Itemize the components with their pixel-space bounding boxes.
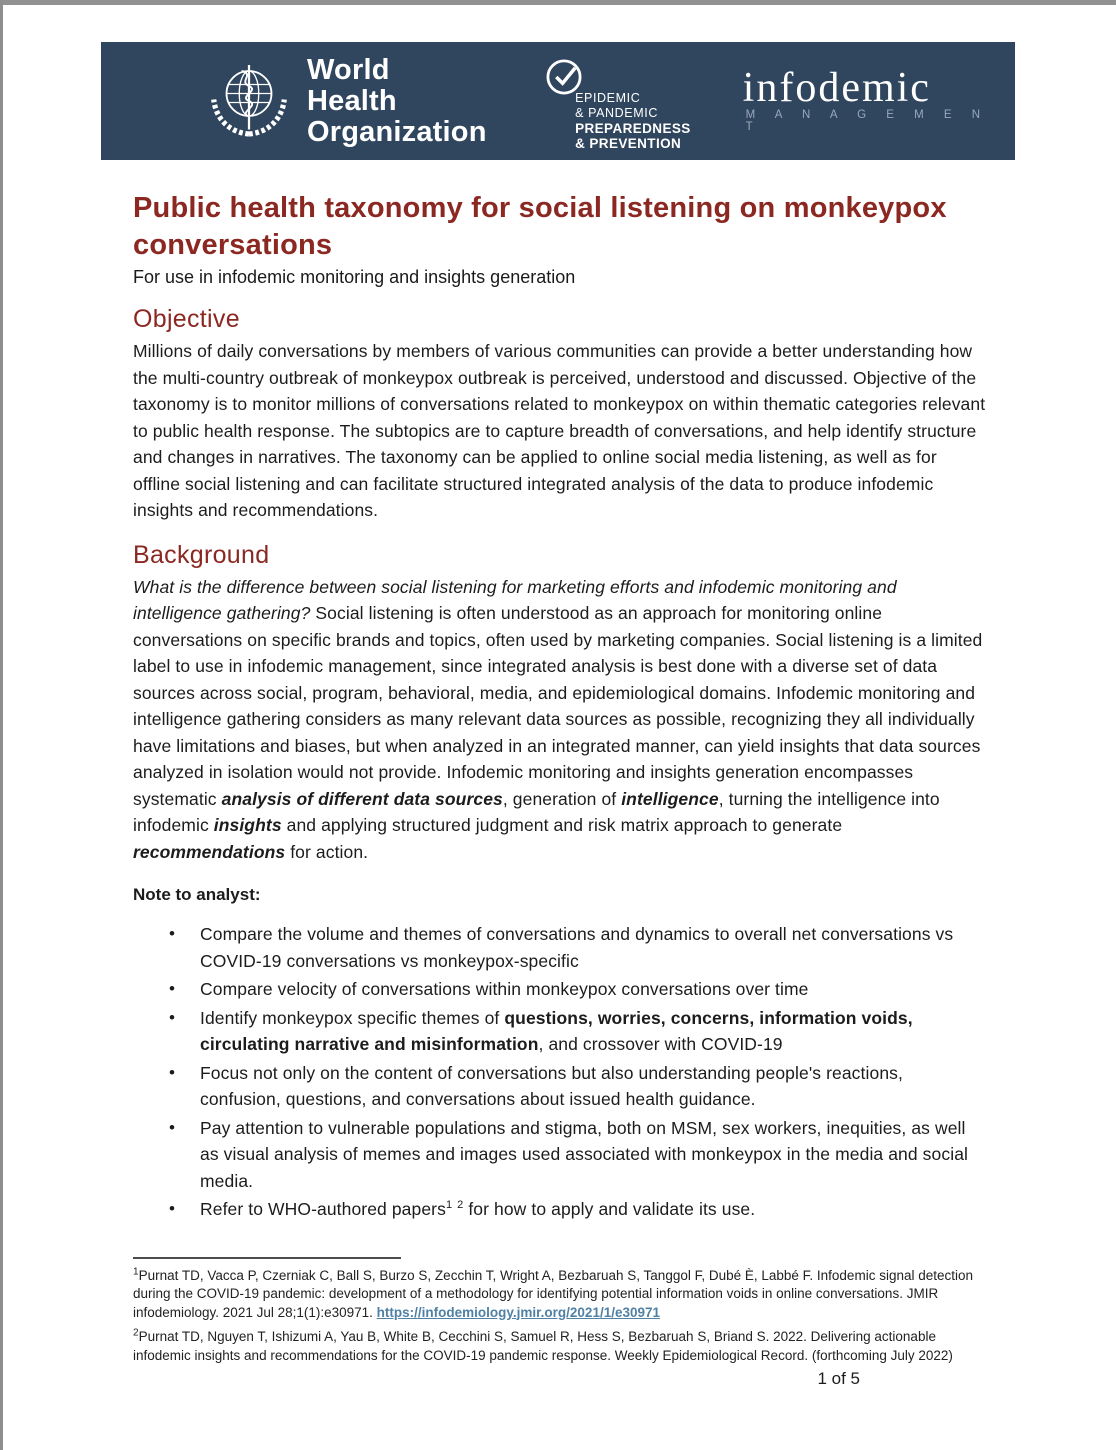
- footnote-1-marker: 1: [133, 1266, 139, 1277]
- list-item: • Refer to WHO-authored papers$^1$ $^2$ for how to apply and validate its use.: [169, 1196, 986, 1223]
- who-emblem-icon: [203, 56, 295, 146]
- footnote-reference-1: 1: [445, 1199, 453, 1212]
- footnote-reference-2: 2: [457, 1199, 464, 1212]
- document-subtitle: For use in infodemic monitoring and insights generation: [133, 267, 576, 287]
- note-bullet-list: [169, 921, 986, 1223]
- infodemic-management-label: M A N A G E M E N T: [745, 109, 989, 133]
- epp-logo-line1: EPIDEMIC: [575, 90, 641, 105]
- page-title-line2: conversations: [133, 229, 333, 261]
- list-item: • Compare the volume and themes of conversations and dynamics to overall net conversations vs COVID-19 conversations vs monkeypox-specific: [169, 921, 986, 974]
- footnote-link[interactable]: https://infodemiology.jmir.org/2021/1/e30971: [376, 1304, 661, 1320]
- footnote-2-marker: 2: [133, 1327, 139, 1339]
- who-logo-line2: Organization: [307, 115, 487, 148]
- header-banner: [101, 42, 1015, 160]
- list-item: • Identify monkeypox specific themes of questions, worries, concerns, information voids, circulating narrative and misinformation, and crossover with COVID-19: [169, 1005, 986, 1058]
- epp-logo: [543, 56, 691, 151]
- epp-logo-line2: & PANDEMIC: [575, 105, 658, 120]
- epp-logo-line4: & PREVENTION: [575, 135, 682, 151]
- infodemic-logo: [742, 65, 1015, 133]
- footnote-1: $^1$Purnat TD, Vacca P, Czerniak C, Ball S, Burzo S, Zecchin T, Wright A, Bezbaruah S, Tanggol F, Dubé È, Labbé F. Infodemic signal detection during the COVID-19 pandemic: development of a methodology for identifying potential information voids in online conversations. JMIR infodemiology. 2021 Jul 28;1(1):e30971. https://infodemiology.jmir.org/2021/1/e30971: [133, 1266, 974, 1320]
- footnote-divider: [133, 1257, 401, 1259]
- who-logo: [203, 55, 487, 148]
- objective-paragraph: Millions of daily conversations by members of various communities can provide a better understanding how the multi-country outbreak of monkeypox outbreak is perceived, understood and discussed. Objective of the taxonomy is to monitor millions of conversations related to monkeypox on within thematic categories relevant to public health response. The subtopics are to capture breadth of conversations, and help identify structure and changes in narratives. The taxonomy can be applied to online social media listening, as well as for offline social listening and can facilitate structured integrated analysis of the data to produce infodemic insights and recommendations.: [133, 341, 986, 520]
- epp-logo-line3: PREPAREDNESS: [575, 120, 691, 136]
- section-heading-background: Background: [133, 540, 270, 569]
- footnote-2: $^2$Purnat TD, Nguyen T, Ishizumi A, Yau B, White B, Cecchini S, Samuel R, Hess S, Bezbaruah S, Briand S. 2022. Delivering actionable infodemic insights and recommendations for the COVID-19 pandemic response. Weekly Epidemiological Record. (forthcoming July 2022): [133, 1327, 953, 1363]
- epp-logo-text: [575, 91, 691, 151]
- page-title: [133, 190, 986, 264]
- note-to-analyst-heading: Note to analyst:: [133, 885, 261, 904]
- page-number: 1 of 5: [817, 1369, 860, 1388]
- background-lead-question: What is the difference between social listening for marketing efforts and infodemic monitoring and intelligence gathering?: [133, 576, 897, 623]
- background-paragraph: What is the difference between social listening for marketing efforts and infodemic monitoring and intelligence gathering? Social listening is often understood as an approach for monitoring online conversations on specific brands and topics, often used by marketing companies. Social listening is a limited label to use in infodemic management, since integrated analysis is best done with a diverse set of data sources across social, program, behavioral, media, and epidemiological domains. Infodemic monitoring and intelligence gathering considers as many relevant data sources as possible, recognizing they all individually have limitations and biases, but when analyzed in an integrated manner, can yield insights that data sources analyzed in isolation would not provide. Infodemic monitoring and insights generation encompasses systematic analysis of different data sources, generation of intelligence, turning the intelligence into infodemic insights and applying structured judgment and risk matrix approach to generate recommendations for action.: [133, 576, 983, 862]
- document-body: [133, 190, 986, 1389]
- page-title-line1: Public health taxonomy for social listening on monkeypox: [133, 192, 947, 224]
- infodemic-wordmark: infodemic: [742, 65, 931, 111]
- who-logo-line1: World Health: [307, 53, 397, 117]
- list-item: • Focus not only on the content of conversations but also understanding people's reactions, confusion, questions, and conversations about issued health guidance.: [169, 1060, 986, 1113]
- who-logo-text: [307, 55, 487, 148]
- list-item: • Pay attention to vulnerable populations and stigma, both on MSM, sex workers, inequities, as well as visual analysis of memes and images used associated with monkeypox in the media and social media.: [169, 1115, 986, 1195]
- footnotes-section: [133, 1267, 986, 1366]
- section-heading-objective: Objective: [133, 305, 240, 333]
- list-item: • Compare velocity of conversations within monkeypox conversations over time: [169, 976, 986, 1003]
